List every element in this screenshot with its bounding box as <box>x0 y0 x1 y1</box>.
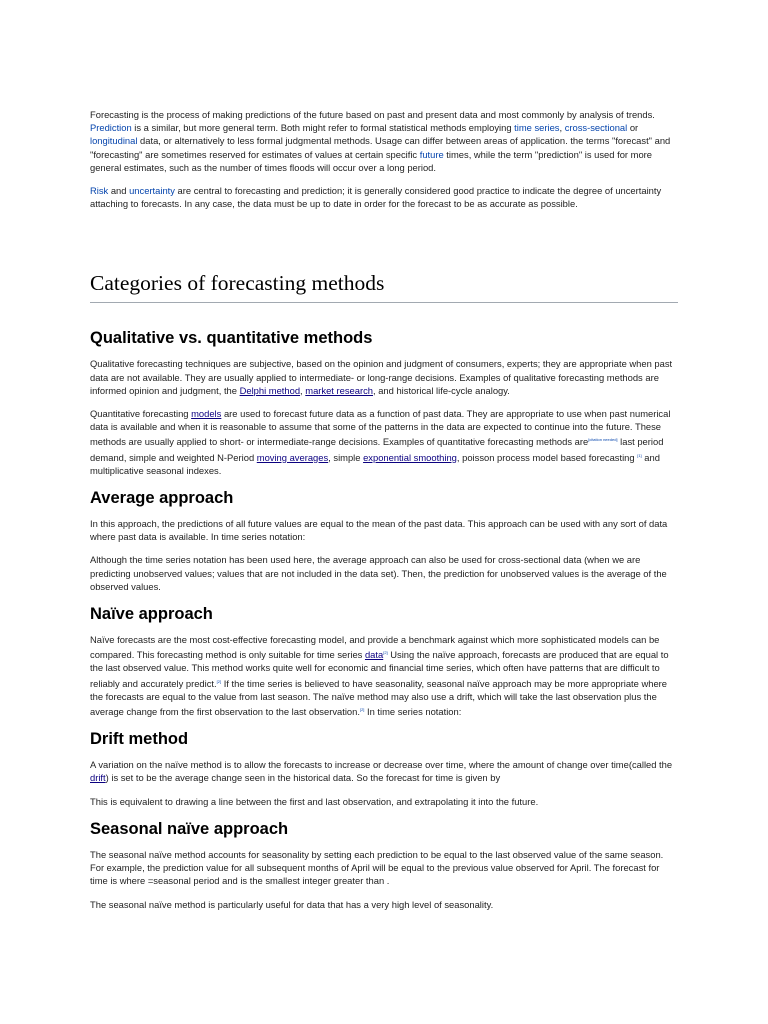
text-run: Quantitative forecasting <box>90 408 192 420</box>
link-drift[interactable]: drift <box>90 772 106 784</box>
text-run: , <box>300 384 306 396</box>
footnote-ref[interactable]: [1] <box>637 452 642 458</box>
text-run: In time series notation: <box>364 706 462 718</box>
seasonal-paragraph-1: The seasonal naïve method accounts for seasonality by setting each prediction to be equal to the last observed value of the same season. For example, the prediction value for all subsequent months of April will be equal to the previous value observed for April. The forecast for time is where =seasonal period and is the smallest integer greater than . <box>90 848 664 887</box>
link-time-series[interactable]: time series <box>514 122 560 134</box>
link-exponential-smoothing[interactable]: exponential smoothing <box>363 451 457 463</box>
footnote-ref[interactable]: [2] <box>383 650 388 656</box>
link-future[interactable]: future <box>419 148 444 160</box>
text-run: , <box>559 122 565 134</box>
text-run: last period demand, simple and weighted N-Period <box>90 436 664 463</box>
text-run: , simple <box>328 451 364 463</box>
citation-needed[interactable]: [citation needed] <box>588 437 618 443</box>
text-run: times, while the term "prediction" is used for more general estimates, such as the number of times floods will occur over a long period. <box>90 148 652 173</box>
link-risk[interactable]: Risk <box>90 185 109 197</box>
link-data[interactable]: data <box>364 649 384 661</box>
link-prediction[interactable]: Prediction <box>90 122 132 134</box>
text-run: Using the naïve approach, forecasts are produced that are equal to the last observed value. This method works quite well for economic and financial time series, which often have patterns that are difficult to reliably and accurately predict. <box>90 649 669 689</box>
naive-paragraph <box>90 633 678 718</box>
link-uncertainty[interactable]: uncertainty <box>129 185 175 197</box>
text-run: , and historical life-cycle analogy. <box>373 384 510 396</box>
link-longitudinal[interactable]: longitudinal <box>90 135 138 147</box>
subsection-heading-seasonal: Seasonal naïve approach <box>90 819 289 838</box>
text-run: ) is set to be the average change seen in the historical data. So the forecast for time is given by <box>105 772 501 784</box>
text-run: are used to forecast future data as a function of past data. They are appropriate to use when past numerical data is available and when it is reasonable to assume that some of the patterns in the data are expected to continue into the future. These methods are usually applied to short- or intermediate-range decisions. Examples of quantitative forecasting methods are <box>90 408 671 448</box>
subsection-heading-qualitative: Qualitative vs. quantitative methods <box>90 329 373 348</box>
article-body <box>90 108 678 921</box>
seasonal-paragraph-2: The seasonal naïve method is particularly useful for data that has a very high level of seasonality. <box>90 898 494 910</box>
text-run: is a similar, but more general term. Both might refer to formal statistical methods employing <box>131 122 515 134</box>
text-run: and <box>108 185 130 197</box>
subsection-heading-drift: Drift method <box>90 730 189 749</box>
text-run: If the time series is believed to have seasonality, seasonal naïve approach may be more appropriate where the forecasts are equal to the value from last season. The naïve method may also use a drift, which will take the last observation plus the average change from the first observation to the last observation. <box>90 677 668 718</box>
quantitative-paragraph <box>90 407 678 477</box>
link-delphi-method[interactable]: Delphi method <box>239 384 301 396</box>
section-heading-categories: Categories of forecasting methods <box>90 270 678 303</box>
link-cross-sectional[interactable]: cross-sectional <box>564 122 628 134</box>
text-run: or <box>627 122 639 134</box>
qualitative-paragraph-1 <box>90 357 678 397</box>
text-run: and multiplicative seasonal indexes. <box>90 451 660 476</box>
average-paragraph-1: In this approach, the predictions of all future values are equal to the mean of the past data. This approach can be used with any sort of data where past data is available. In time series notation: <box>90 518 668 543</box>
text-run: data, or alternatively to less formal judgmental methods. Usage can differ between areas of application. the terms "forecast" and "forecasting" are sometimes reserved for estimates of values at certain specific <box>90 135 671 160</box>
text-run: are central to forecasting and prediction; it is generally considered good practice to indicate the degree of uncertainty attaching to forecasts. In any case, the data must be up to date in order for the forecast to be as accurate as possible. <box>90 185 662 210</box>
text-run: Qualitative forecasting techniques are subjective, based on the opinion and judgment of consumers, experts; they are appropriate when past data are not available. They are usually applied to intermediate- or long-range decisions. Examples of qualitative forecasting methods are informed opinion and judgment, the <box>90 358 673 396</box>
text-run: , poisson process model based forecasting <box>456 451 638 463</box>
text-run: Naïve forecasts are the most cost-effective forecasting model, and provide a benchmark against which more sophisticated models can be compared. This forecasting method is only suitable for time series <box>90 634 660 661</box>
text-run: Forecasting is the process of making predictions of the future based on past and present data and most commonly by analysis of trends. <box>90 109 655 120</box>
link-market-research[interactable]: market research <box>305 384 373 396</box>
footnote-ref[interactable]: [2] <box>216 678 222 684</box>
drift-paragraph-2: This is equivalent to drawing a line between the first and last observation, and extrapolating it into the future. <box>90 795 539 807</box>
drift-paragraph-1 <box>90 758 678 784</box>
subsection-heading-naive: Naïve approach <box>90 605 213 624</box>
link-models[interactable]: models <box>191 408 222 420</box>
subsection-heading-average: Average approach <box>90 489 234 508</box>
intro-paragraph-1 <box>90 108 678 174</box>
link-moving-averages[interactable]: moving averages <box>256 451 329 463</box>
average-paragraph-2: Although the time series notation has been used here, the average approach can also be used for cross-sectional data (when we are predicting unobserved values; values that are not included in the data set). Then, the prediction for unobserved values is the average of the observed values. <box>90 554 667 592</box>
intro-paragraph-2 <box>90 184 678 210</box>
text-run: A variation on the naïve method is to allow the forecasts to increase or decrease over time, where the amount of change over time(called the <box>90 759 673 771</box>
footnote-ref[interactable]: [2] <box>359 707 365 713</box>
